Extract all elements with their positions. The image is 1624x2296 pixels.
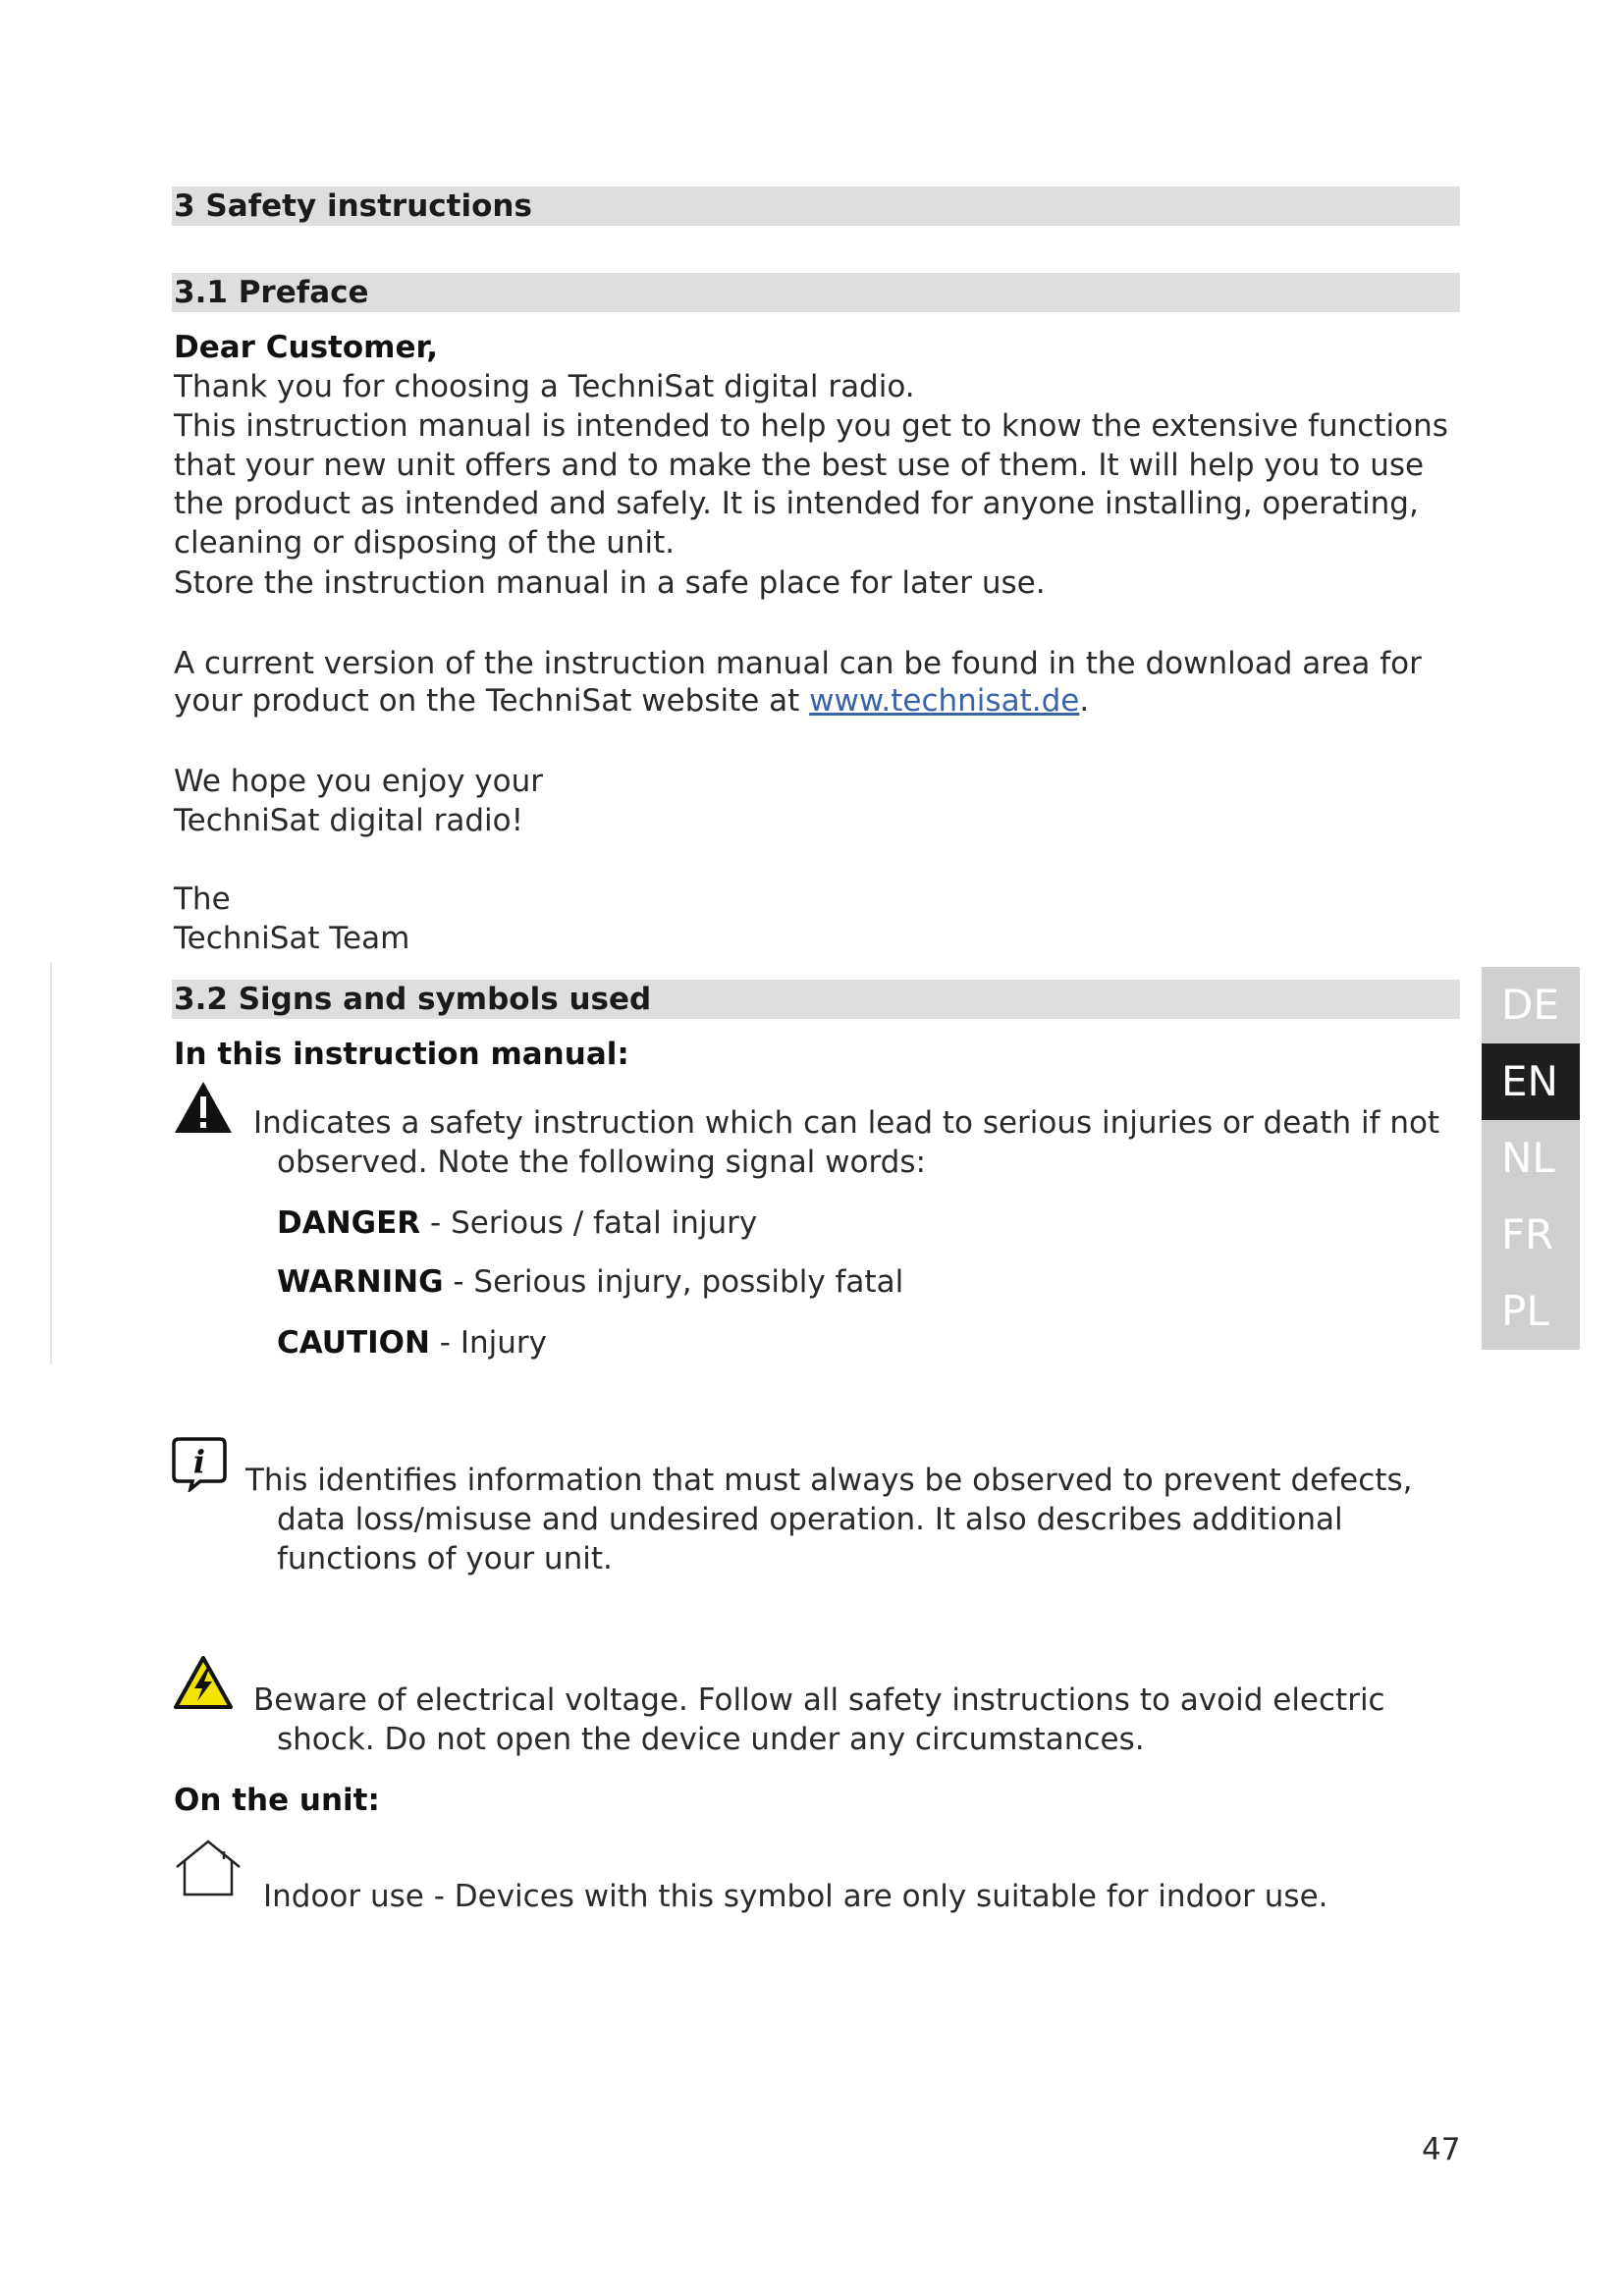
- warning-triangle-icon: [173, 1080, 234, 1135]
- preface-line: This instruction manual is intended to help you get to know the extensive functions: [174, 408, 1448, 444]
- download-suffix: .: [1079, 683, 1090, 719]
- greeting: Dear Customer,: [174, 330, 438, 365]
- preface-line: the product as intended and safely. It is intended for anyone installing, operating,: [174, 486, 1419, 521]
- info-line: functions of your unit.: [277, 1541, 613, 1576]
- signoff-line: TechniSat Team: [174, 921, 410, 956]
- download-line-2: [174, 681, 1089, 721]
- preface-line: Thank you for choosing a TechniSat digital radio.: [174, 369, 915, 404]
- signs-heading: 3.2 Signs and symbols used: [172, 980, 1460, 1019]
- safety-line: observed. Note the following signal words:: [277, 1145, 926, 1180]
- safety-line: Indicates a safety instruction which can lead to serious injuries or death if not: [253, 1105, 1440, 1141]
- preface-line: cleaning or disposing of the unit.: [174, 525, 676, 561]
- download-prefix: your product on the TechniSat website at: [174, 683, 810, 719]
- svg-text:i: i: [192, 1443, 206, 1480]
- website-link[interactable]: www.technisat.de: [809, 683, 1080, 719]
- preface-heading: 3.1 Preface: [172, 273, 1460, 312]
- language-tab-fr[interactable]: FR: [1482, 1197, 1580, 1273]
- download-line: A current version of the instruction manual can be found in the download area for: [174, 646, 1422, 681]
- language-tab-de[interactable]: DE: [1482, 967, 1580, 1043]
- signal-word-caution: CAUTION - Injury: [277, 1325, 547, 1361]
- language-tab-nl[interactable]: NL: [1482, 1120, 1580, 1197]
- page-number: 47: [1422, 2132, 1461, 2167]
- section-heading: 3 Safety instructions: [172, 187, 1460, 226]
- manual-subheading: In this instruction manual:: [174, 1037, 629, 1072]
- preface-line: that your new unit offers and to make the best use of them. It will help you to use: [174, 448, 1425, 483]
- electric-voltage-icon: [173, 1655, 234, 1710]
- signoff-line: The: [174, 881, 231, 917]
- enjoy-line: We hope you enjoy your: [174, 764, 543, 799]
- info-icon: [171, 1435, 230, 1492]
- signal-word-warning: WARNING - Serious injury, possibly fatal: [277, 1264, 904, 1300]
- unit-subheading: On the unit:: [174, 1783, 380, 1818]
- signal-word-danger: DANGER - Serious / fatal injury: [277, 1205, 758, 1241]
- info-line: This identifies information that must always be observed to prevent defects,: [245, 1463, 1413, 1498]
- info-line: data loss/misuse and undesired operation. It also describes additional: [277, 1502, 1343, 1537]
- enjoy-line: TechniSat digital radio!: [174, 803, 524, 838]
- voltage-line: shock. Do not open the device under any circumstances.: [277, 1722, 1145, 1757]
- voltage-line: Beware of electrical voltage. Follow all safety instructions to avoid electric: [253, 1682, 1385, 1718]
- indoor-line: Indoor use - Devices with this symbol are only suitable for indoor use.: [263, 1879, 1328, 1914]
- preface-line: Store the instruction manual in a safe place for later use.: [174, 565, 1046, 601]
- house-icon: [173, 1838, 244, 1900]
- margin-line: [50, 962, 52, 1364]
- language-tab-en[interactable]: EN: [1482, 1043, 1580, 1120]
- language-tab-pl[interactable]: PL: [1482, 1273, 1580, 1350]
